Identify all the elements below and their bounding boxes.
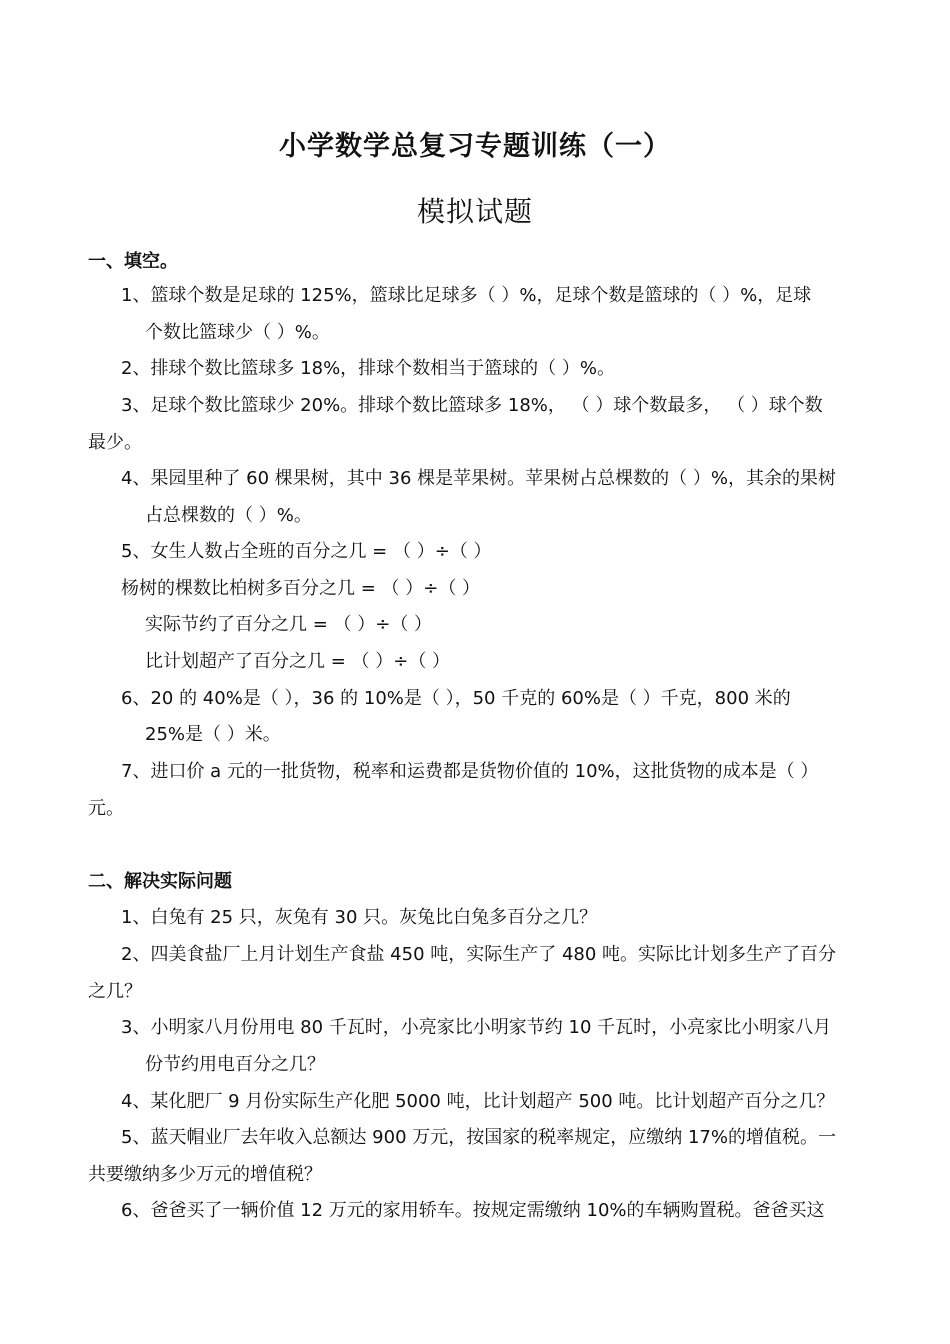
question-line: 1、篮球个数是足球的 125%，篮球比足球多（ ）%，足球个数是篮球的（ ）%，足球 [121, 285, 812, 306]
question-line: 4、某化肥厂 9 月份实际生产化肥 5000 吨，比计划超产 500 吨。比计划超产百分之几？ [121, 1091, 835, 1112]
question-line: 最少。 [88, 432, 142, 453]
section-heading-fill-in: 一、填空。 [88, 251, 178, 272]
question-line: 比计划超产了百分之几 = （ ）÷（ ） [145, 651, 451, 672]
page-subtitle: 模拟试题 [416, 195, 533, 228]
question-line: 3、足球个数比篮球少 20%。排球个数比篮球多 18%， （ ）球个数最多， （ ）球个数 [121, 395, 823, 416]
question-line: 杨树的棵数比柏树多百分之几 = （ ）÷（ ） [121, 578, 481, 599]
question-line: 占总棵数的（ ）%。 [145, 505, 312, 526]
question-line: 共要缴纳多少万元的增值税？ [88, 1164, 322, 1185]
question-line: 5、蓝天帽业厂去年收入总额达 900 万元，按国家的税率规定，应缴纳 17%的增值税。一 [121, 1127, 836, 1148]
question-line: 6、爸爸买了一辆价值 12 万元的家用轿车。按规定需缴纳 10%的车辆购置税。爸爸买这 [121, 1200, 825, 1221]
question-line: 份节约用电百分之几？ [145, 1054, 325, 1075]
page-title: 小学数学总复习专题训练（一） [279, 131, 671, 162]
question-line: 5、女生人数占全班的百分之几 = （ ）÷（ ） [121, 541, 492, 562]
question-line: 实际节约了百分之几 = （ ）÷（ ） [145, 614, 433, 635]
question-line: 2、四美食盐厂上月计划生产食盐 450 吨，实际生产了 480 吨。实际比计划多生产了百分 [121, 944, 837, 965]
section-heading-word-problems: 二、解决实际问题 [88, 871, 232, 892]
question-line: 3、小明家八月份用电 80 千瓦时，小亮家比小明家节约 10 千瓦时，小亮家比小明家八月 [121, 1017, 832, 1038]
question-line: 4、果园里种了 60 棵果树，其中 36 棵是苹果树。苹果树占总棵数的（ ）%，其余的果树 [121, 468, 836, 489]
question-line: 1、白兔有 25 只，灰兔有 30 只。灰兔比白兔多百分之几？ [121, 907, 598, 928]
question-line: 元。 [88, 798, 124, 819]
question-line: 2、排球个数比篮球多 18%，排球个数相当于篮球的（ ）%。 [121, 358, 616, 379]
question-line: 之几？ [88, 981, 142, 1002]
question-line: 个数比篮球少（ ）%。 [145, 322, 330, 343]
question-line: 25%是（ ）米。 [145, 724, 281, 745]
question-line: 7、进口价 a 元的一批货物，税率和运费都是货物价值的 10%，这批货物的成本是（ ） [121, 761, 819, 782]
question-line: 6、20 的 40%是（ ），36 的 10%是（ ），50 千克的 60%是（ ）千克，800 米的 [121, 688, 791, 709]
